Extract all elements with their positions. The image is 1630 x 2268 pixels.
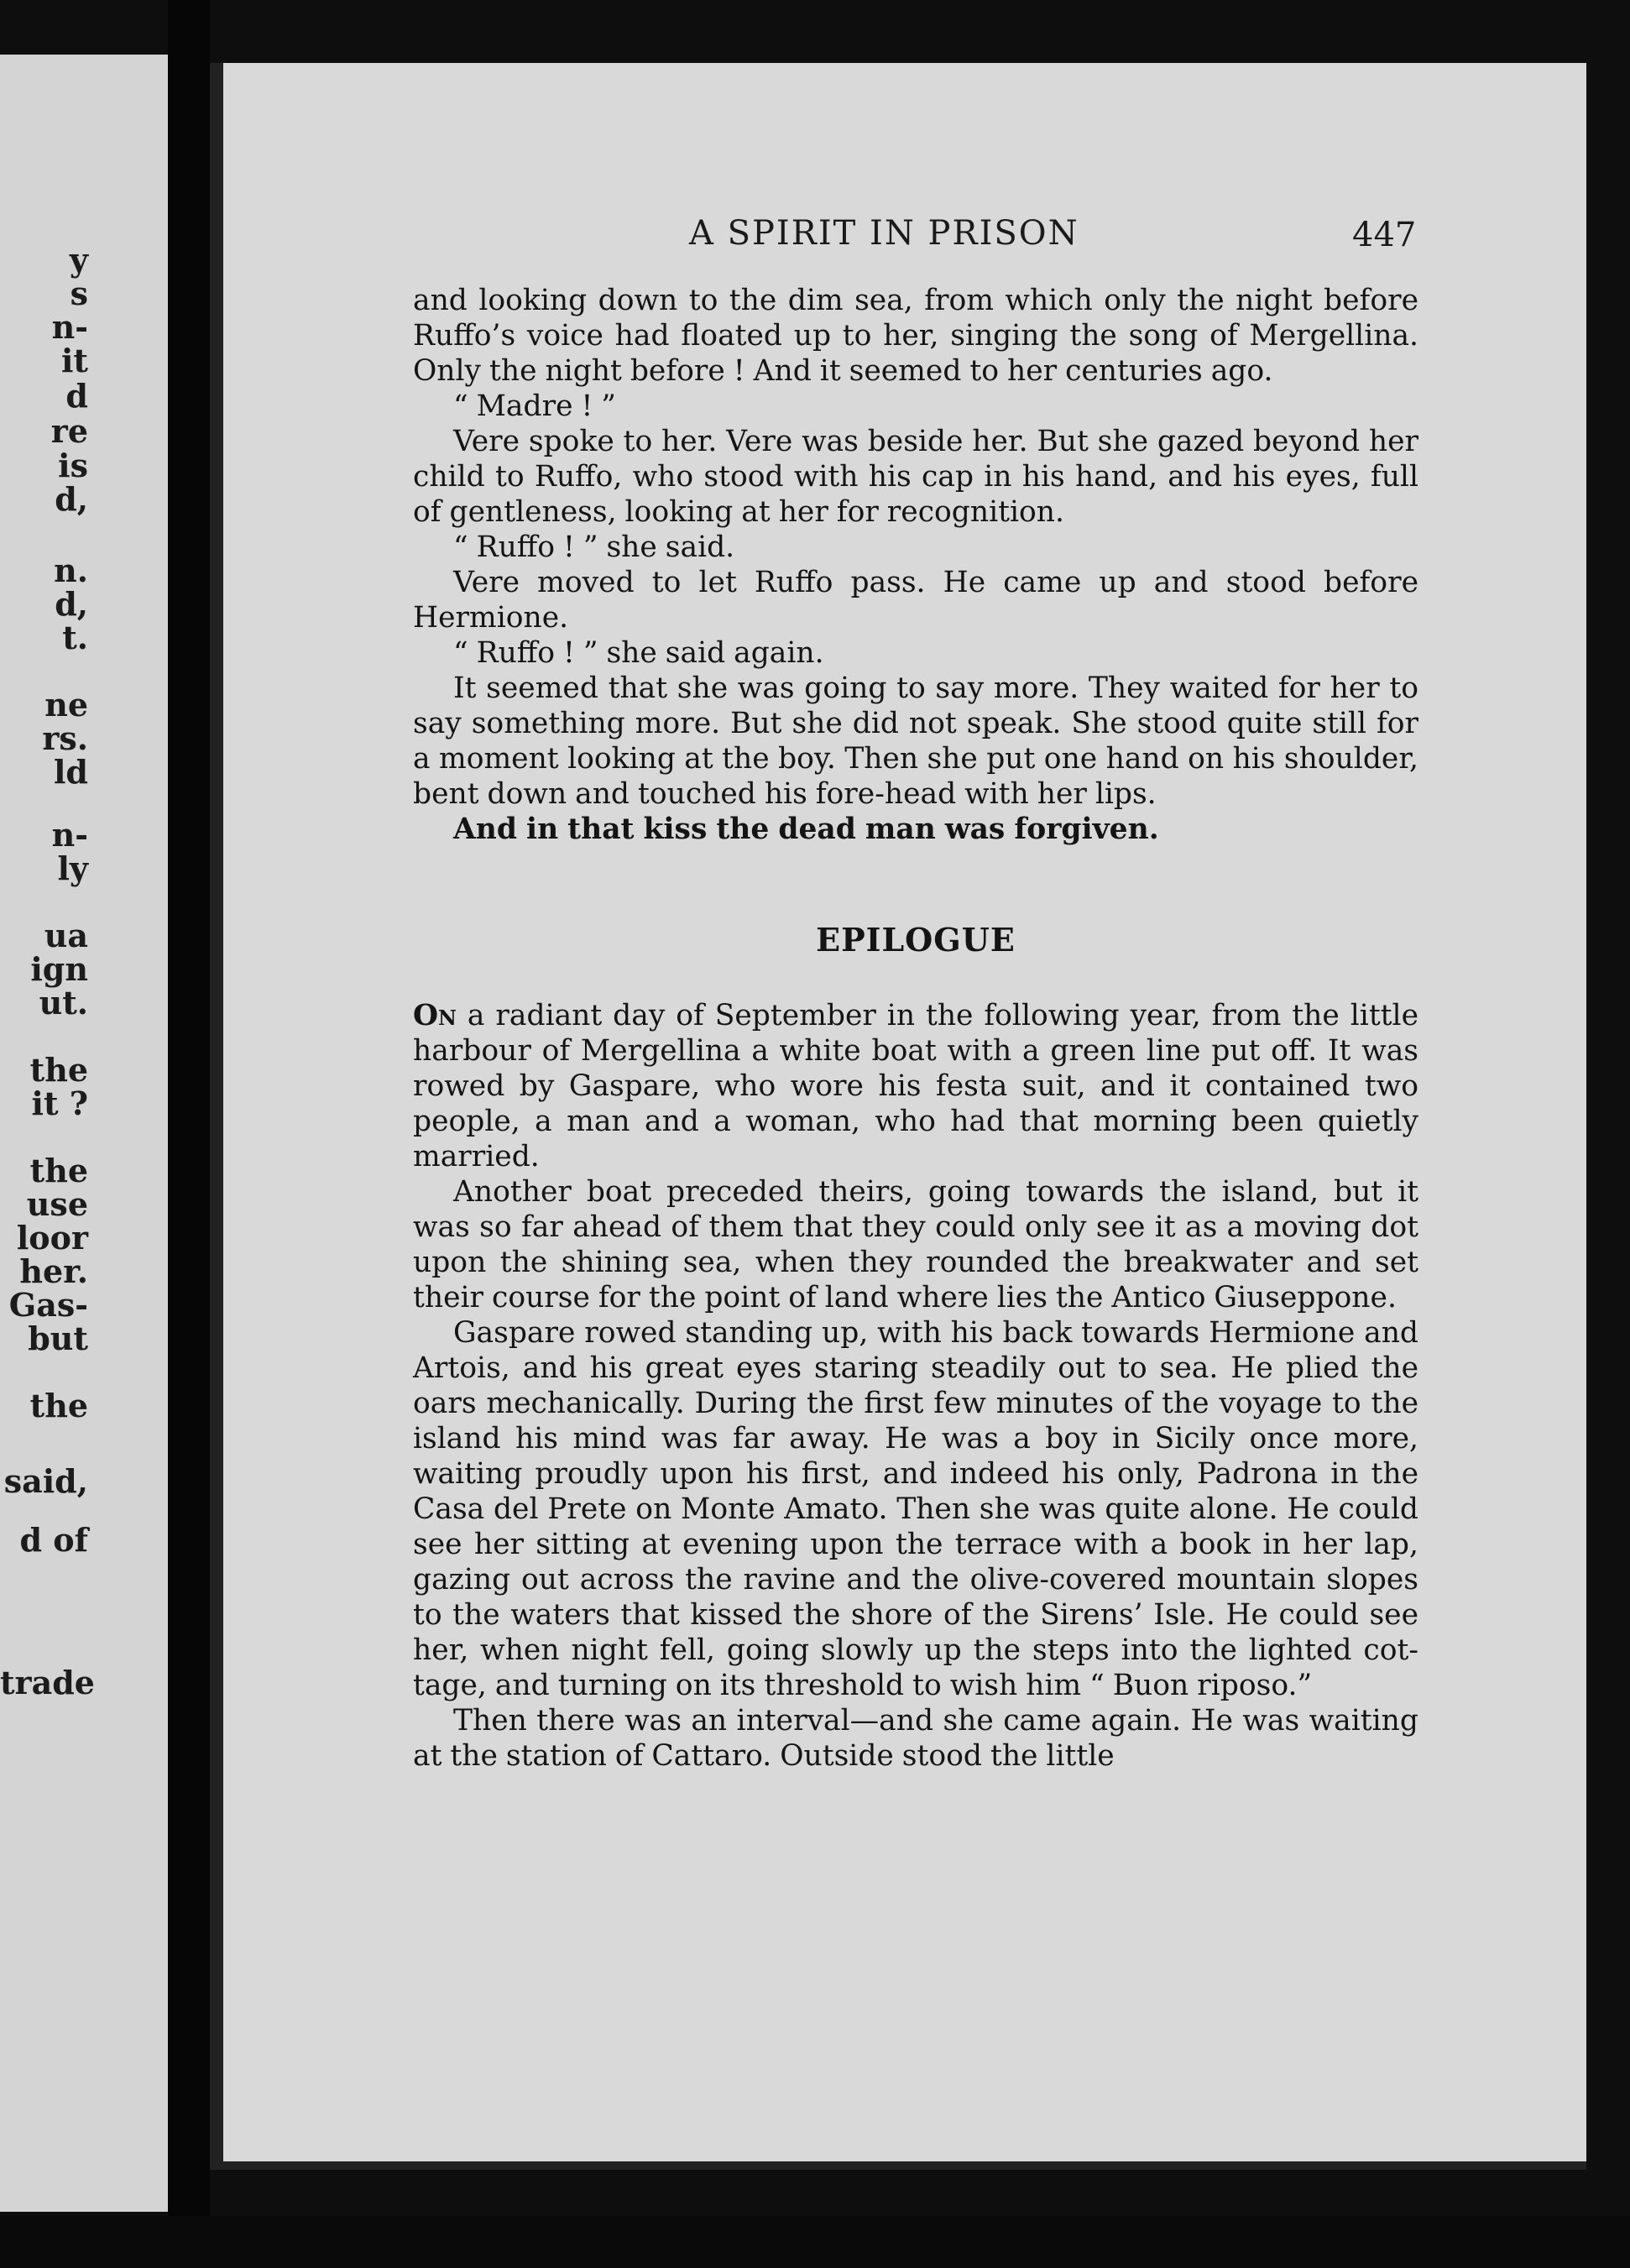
left-page-fragment: ld — [53, 753, 88, 791]
paragraph: Vere spoke to her. Vere was beside her. But she gazed beyond her child to Ruffo, who stood with his cap in his hand, and his eyes, full of gentleness, looking at her for recognition. — [413, 425, 1418, 529]
page-number: 447 — [1352, 216, 1417, 254]
scan-bottom-border — [0, 2216, 1630, 2268]
paragraph: Vere moved to let Ruffo pass. He came up and stood before Hermione. — [413, 566, 1418, 635]
epilogue-first-paragraph — [413, 998, 1418, 1174]
left-page-fragment: the — [29, 1051, 88, 1089]
body-text — [413, 283, 1418, 1774]
left-page-fragment: d of — [19, 1521, 88, 1559]
section-heading: EPILOGUE — [816, 921, 1016, 959]
book-page — [210, 63, 1586, 2170]
running-head — [223, 214, 1600, 256]
paragraph: Another boat preceded theirs, going towards the island, but it was so far ahead of them that they could only see it as a moving dot upon the shining sea, when they rounded the breakwater and set their course for the point of land where lies the Antico Giuseppone. — [413, 1175, 1418, 1314]
left-page-fragment: n- — [51, 816, 88, 854]
book-gutter — [168, 0, 210, 2268]
left-page-fragment: Gas- — [8, 1286, 88, 1324]
paragraphs-after-heading — [413, 1174, 1418, 1774]
left-page-fragment: loor — [16, 1219, 88, 1257]
left-page-fragment: ly — [57, 849, 88, 887]
left-page-fragment: d, — [55, 480, 88, 518]
paragraph: and looking down to the dim sea, from which only the night before Ruffo’s voice had floated up to her, singing the song of Mergellina. Only the night before ! And it seemed to her centuries ago. — [413, 284, 1418, 388]
drop-lead-word: On — [413, 999, 457, 1032]
left-page-fragment: ne — [44, 686, 88, 724]
left-page-fragment: ign — [30, 950, 88, 988]
first-paragraph-text: a radiant day of September in the following year, from the little harbour of Mergellina a white boat with a green line put off. It was rowed by Gaspare, who wore his festa suit, and it contained two people, a man and a woman, who had that morning been quietly married. — [413, 999, 1418, 1173]
left-page-fragment: use — [26, 1185, 88, 1223]
paragraph: Then there was an interval—and she came again. He was waiting at the station of Cattaro. Outside stood the little — [413, 1704, 1418, 1773]
paragraph: “ Madre ! ” — [453, 389, 616, 423]
left-page-fragment: ua — [44, 917, 88, 954]
left-page-fragment: re — [50, 412, 88, 450]
left-page-fragment: said, — [3, 1462, 88, 1500]
left-page-fragment: is — [58, 447, 88, 484]
paragraph: “ Ruffo ! ” she said again. — [453, 636, 824, 670]
left-page-fragment: but — [28, 1320, 88, 1357]
left-page-fragment: n- — [51, 308, 88, 346]
paragraph: And in that kiss the dead man was forgiven. — [453, 813, 1159, 846]
left-page-fragment: s — [70, 274, 88, 312]
left-page-fragment: t. — [62, 619, 88, 656]
left-page-fragment: rs. — [42, 719, 88, 757]
paragraphs-before-heading — [413, 283, 1418, 847]
left-page-fragment: y — [69, 241, 88, 279]
running-title: A SPIRIT IN PRISON — [689, 214, 1079, 253]
paragraph: “ Ruffo ! ” she said. — [453, 530, 735, 564]
left-page-fragment: d, — [55, 585, 88, 623]
left-page-fragment: the — [29, 1387, 88, 1424]
left-page-fragment: the — [29, 1152, 88, 1189]
left-page-fragment: her. — [19, 1252, 88, 1290]
left-page-fragment: it ? — [31, 1084, 88, 1122]
left-page-fragment: d — [65, 377, 88, 415]
paragraph: Gaspare rowed standing up, with his back towards Hermione and Artois, and his great eyes staring steadily out to sea. He plied the oars mechanically. During the first few minutes of the voyage to the island his mind was far away. He was a boy in Sicily once more, waiting proudly upon his first, and indeed his only, Padrona in the Casa del Prete on Monte Amato. Then she was quite alone. He could see her sitting at evening upon the terrace with a book in her lap, gazing out across the ravine and the olive-covered mountain slopes to the waters that kissed the shore of the Sirens’ Isle. He could see her, when night fell, going slowly up the steps into the lighted cot-tage, and turning on its threshold to wish him “ Buon riposo.” — [413, 1316, 1418, 1702]
left-page-fragment: ut. — [39, 984, 88, 1022]
left-page-edge — [0, 55, 168, 2212]
paragraph: It seemed that she was going to say more. They waited for her to say something more. But she did not speak. She stood quite still for a moment looking at the boy. Then she put one hand on his shoulder, bent down and touched his fore-head with her lips. — [413, 672, 1418, 811]
left-page-fragment: it — [61, 342, 88, 379]
left-page-fragment: trade — [0, 1664, 95, 1701]
left-page-fragment: n. — [54, 551, 88, 589]
